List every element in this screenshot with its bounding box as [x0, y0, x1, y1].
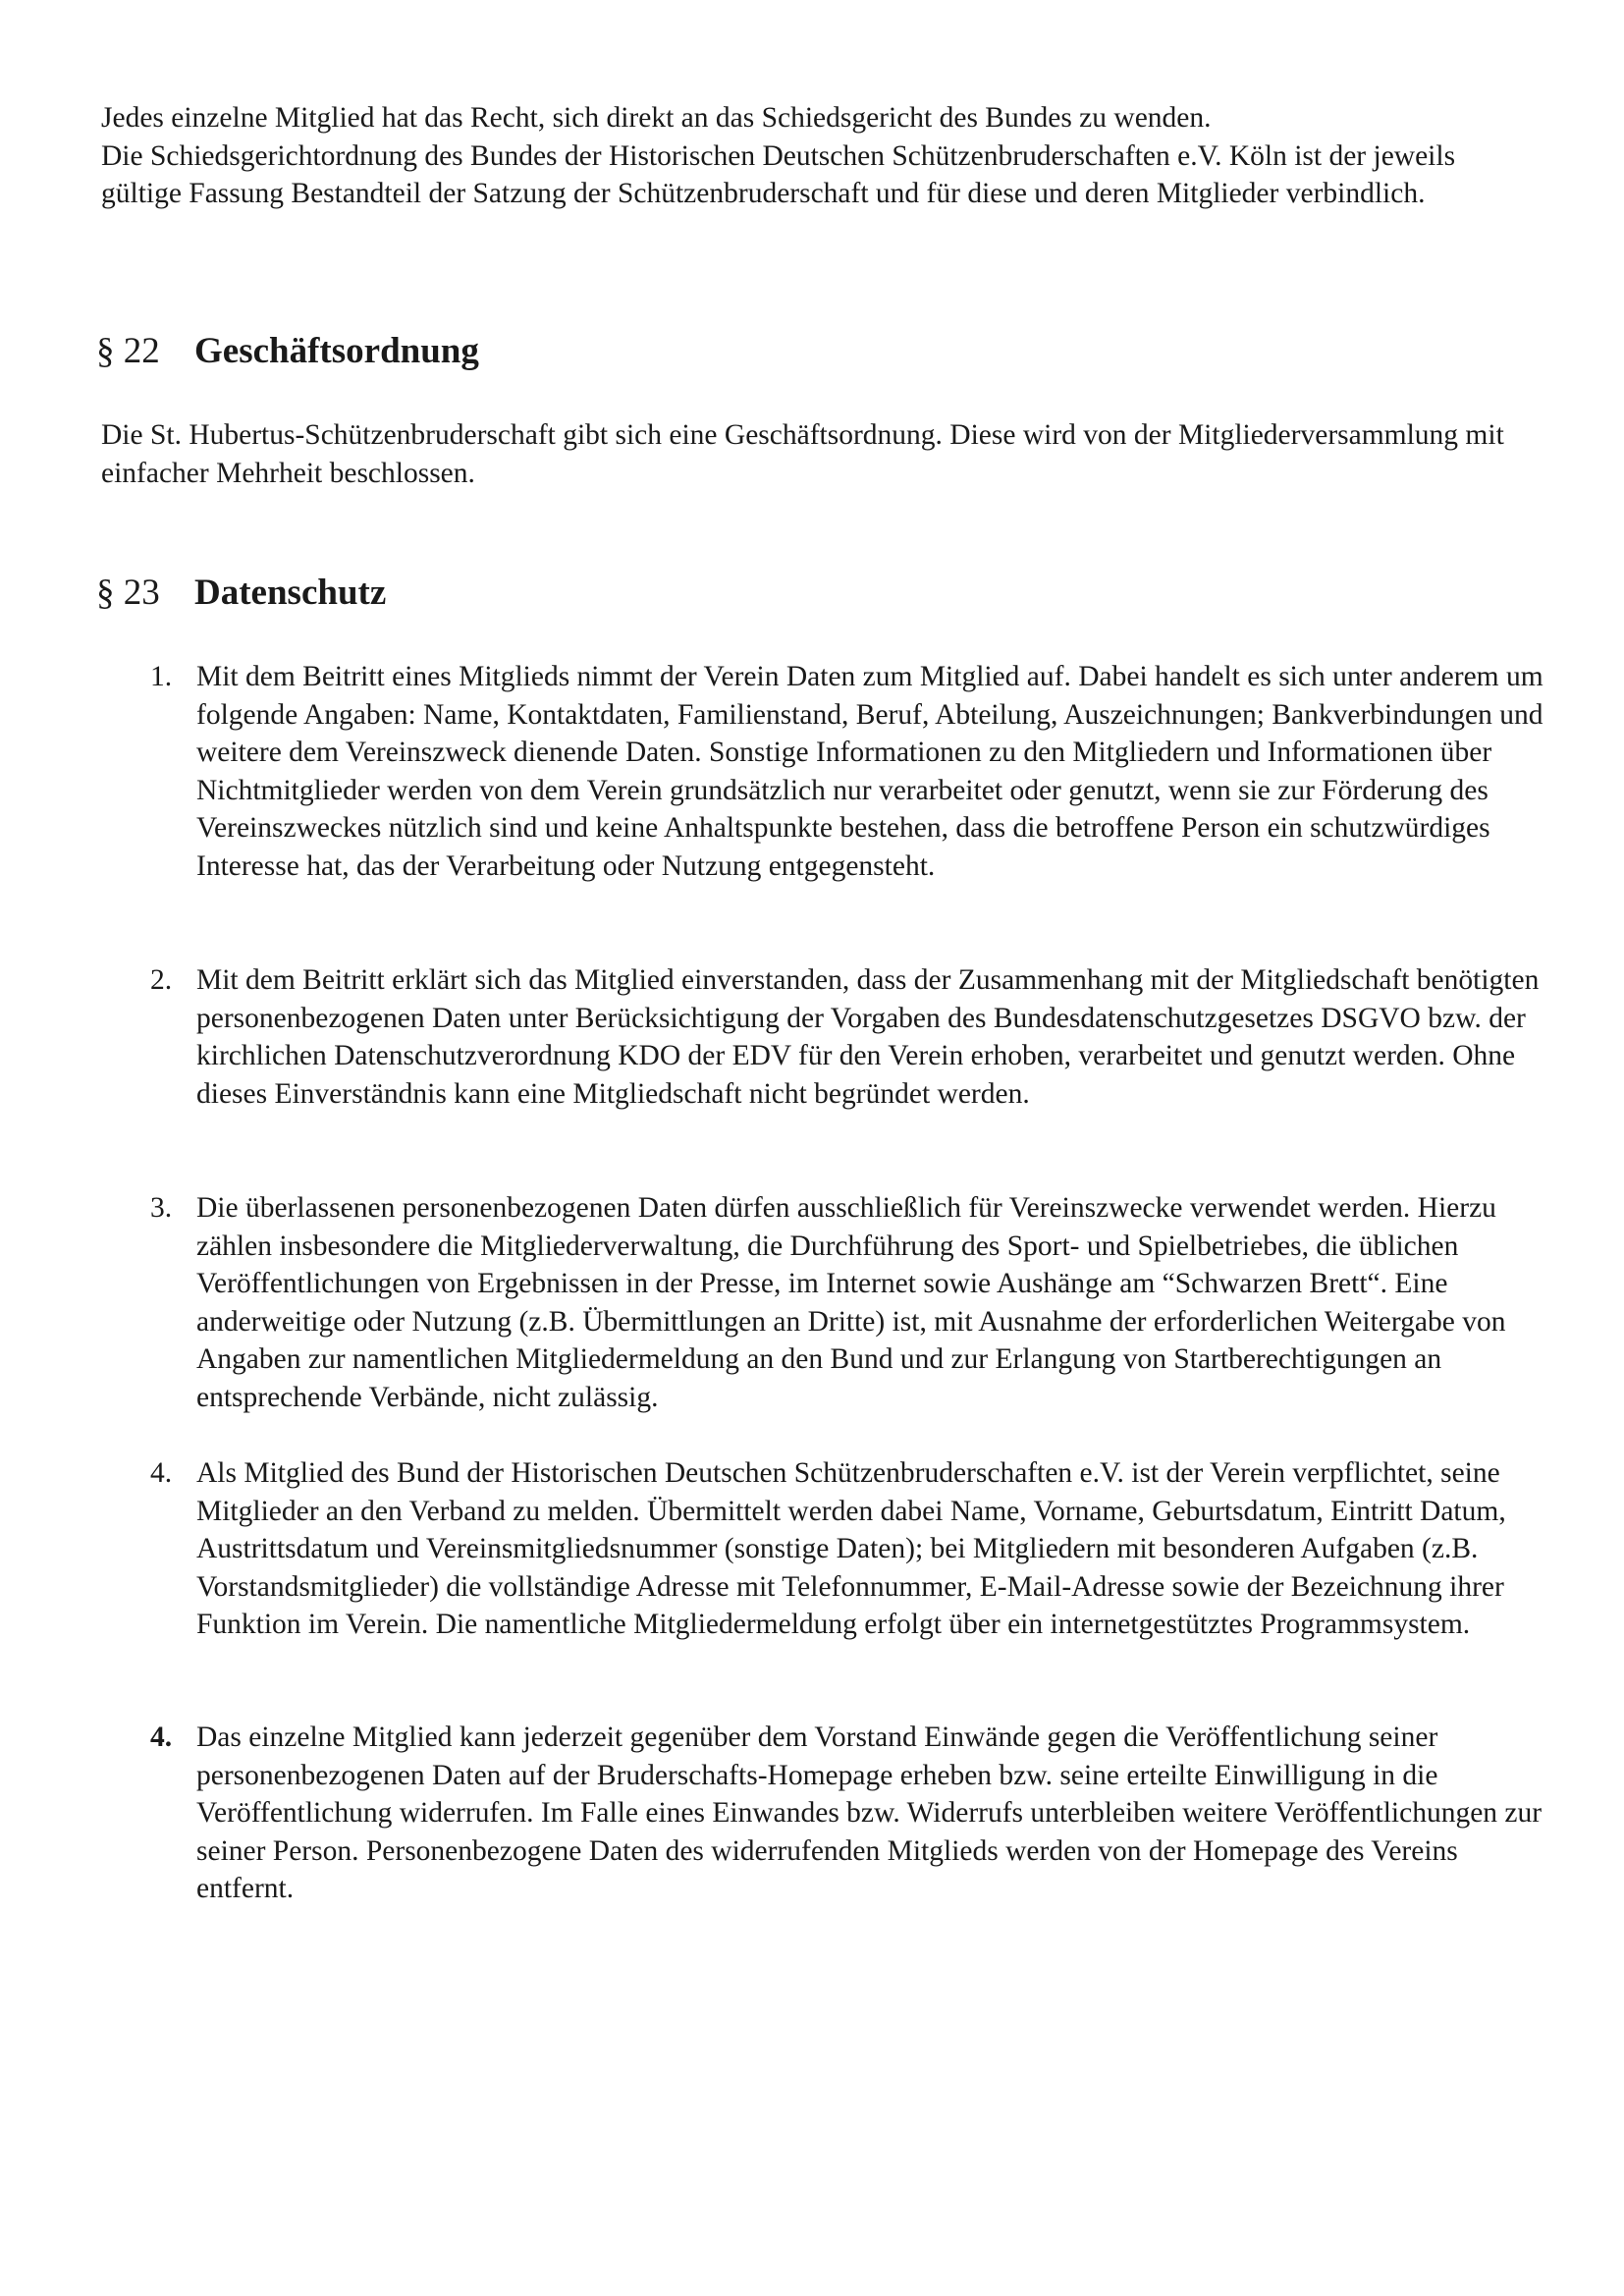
- item-text: Mit dem Beitritt eines Mitglieds nimmt der Verein Daten zum Mitglied auf. Dabei handelt es sich unter anderem um folgende Angaben: Name, Kontaktdaten, Familienstand, Beruf, Abteilung, Auszeichnungen; Bankverbindungen und weitere dem Vereinszweck dienende Daten. Sonstige Informationen zu den Mitgliedern und Informationen über Nichtmitglieder werden von dem Verein grundsätzlich nur verarbeitet oder genutzt, wenn sie zur Förderung des Vereinszweckes nützlich sind und keine Anhaltspunkte bestehen, dass die betroffene Person ein schutzwürdiges Interesse hat, das der Verarbeitung oder Nutzung entgegensteht.: [196, 661, 1543, 882]
- section-23-number: § 23: [96, 573, 160, 613]
- intro-line-1: Jedes einzelne Mitglied hat das Recht, sich direkt an das Schiedsgericht des Bundes zu wenden.: [101, 102, 1212, 134]
- section-23-title: Datenschutz: [194, 573, 387, 613]
- section-22-number: § 22: [96, 331, 160, 371]
- datenschutz-item-1: [150, 658, 1544, 885]
- item-marker: 2.: [150, 964, 173, 996]
- datenschutz-item-3: [150, 1189, 1544, 1416]
- section-23-heading: [96, 572, 386, 614]
- item-text: Die überlassenen personenbezogenen Daten dürfen ausschließlich für Vereinszwecke verwendet werden. Hierzu zählen insbesondere die Mitgliederverwaltung, die Durchführung des Sport- und Spielbetriebes, die üblichen Veröffentlichungen von Ergebnissen in der Presse, im Internet sowie Aushänge am “Schwarzen Brett“. Eine anderweitige oder Nutzung (z.B. Übermittlungen an Dritte) ist, mit Ausnahme der erforderlichen Weitergabe von Angaben zur namentlichen Mitgliedermeldung an den Bund und zur Erlangung von Startberechtigungen an entsprechende Verbände, nicht zulässig.: [196, 1192, 1506, 1413]
- datenschutz-item-4: [150, 1454, 1544, 1644]
- item-text: Das einzelne Mitglied kann jederzeit gegenüber dem Vorstand Einwände gegen die Veröffentlichung seiner personenbezogenen Daten auf der Bruderschafts-Homepage erheben bzw. seine erteilte Einwilligung in die Veröffentlichung widerrufen. Im Falle eines Einwandes bzw. Widerrufs unterbleiben weitere Veröffentlichungen zur seiner Person. Personenbezogene Daten des widerrufenden Mitglieds werden von der Homepage des Vereins entfernt.: [196, 1722, 1543, 1904]
- section-22-heading: [96, 330, 479, 372]
- item-marker: 3.: [150, 1192, 173, 1224]
- section-22-title: Geschäftsordnung: [194, 331, 479, 371]
- item-text: Mit dem Beitritt erklärt sich das Mitglied einverstanden, dass der Zusammenhang mit der Mitgliedschaft benötigten personenbezogenen Daten unter Berücksichtigung der Vorgaben des Bundesdatenschutzgesetzes DSGVO bzw. der kirchlichen Datenschutzverordnung KDO der EDV für den Verein erhoben, verarbeitet und genutzt werden. Ohne dieses Einverständnis kann eine Mitgliedschaft nicht begründet werden.: [196, 964, 1540, 1110]
- datenschutz-item-5: [150, 1719, 1544, 1908]
- item-text: Als Mitglied des Bund der Historischen Deutschen Schützenbruderschaften e.V. ist der Verein verpflichtet, seine Mitglieder an den Verband zu melden. Übermittelt werden dabei Name, Vorname, Geburtsdatum, Eintritt Datum, Austrittsdatum und Vereinsmitgliedsnummer (sonstige Daten); bei Mitgliedern mit besonderen Aufgaben (z.B. Vorstandsmitglieder) die vollständige Adresse mit Telefonnummer, E-Mail-Adresse sowie der Bezeichnung ihrer Funktion im Verein. Die namentliche Mitgliedermeldung erfolgt über ein internetgestütztes Programmsystem.: [196, 1457, 1506, 1640]
- item-marker: 4.: [150, 1722, 173, 1753]
- item-marker: 4.: [150, 1457, 173, 1489]
- datenschutz-item-2: [150, 961, 1544, 1113]
- item-marker: 1.: [150, 661, 173, 692]
- section-22-body: Die St. Hubertus-Schützenbruderschaft gibt sich eine Geschäftsordnung. Diese wird von der Mitgliederversammlung mit einfacher Mehrheit beschlossen.: [101, 419, 1504, 489]
- intro-paragraph: [101, 99, 1535, 213]
- intro-line-2: Die Schiedsgerichtordnung des Bundes der Historischen Deutschen Schützenbruderschaften e.V. Köln ist der jeweils gültige Fassung Bestandteil der Satzung der Schützenbruderschaft und für diese und deren Mitglieder verbindlich.: [101, 139, 1456, 209]
